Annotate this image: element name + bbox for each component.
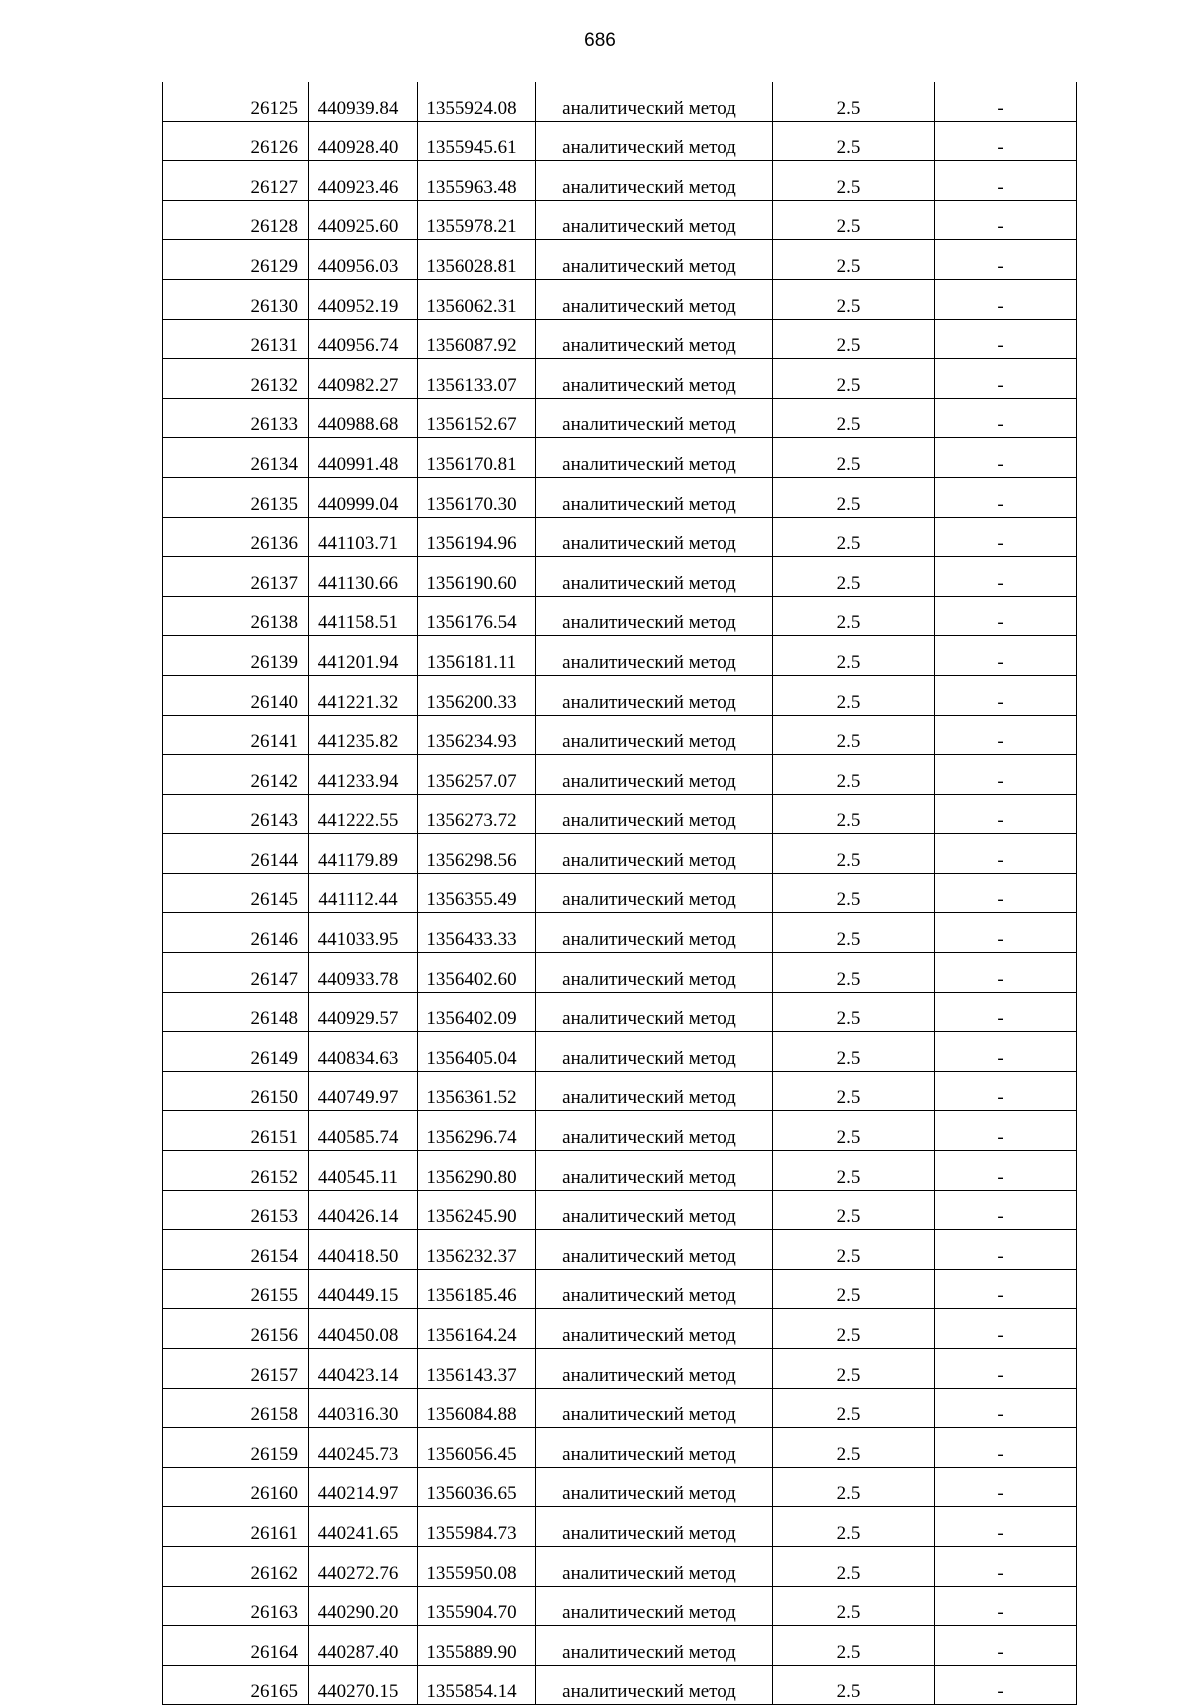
note-cell: - [935,557,1077,597]
method-cell: аналитический метод [536,675,773,715]
method-cell: аналитический метод [536,873,773,913]
x-coordinate-cell: 440270.15 [309,1665,418,1705]
note-cell: - [935,1507,1077,1547]
point-number-cell: 26144 [163,834,309,874]
y-coordinate-cell: 1356290.80 [418,1151,536,1191]
method-cell: аналитический метод [536,913,773,953]
x-coordinate-cell: 440272.76 [309,1546,418,1586]
accuracy-cell: 2.5 [773,517,935,557]
table-row [163,161,1077,201]
x-coordinate-cell: 441179.89 [309,834,418,874]
table-row [163,596,1077,636]
method-cell: аналитический метод [536,438,773,478]
accuracy-cell: 2.5 [773,1032,935,1072]
accuracy-cell: 2.5 [773,715,935,755]
y-coordinate-cell: 1356181.11 [418,636,536,676]
x-coordinate-cell: 441222.55 [309,794,418,834]
y-coordinate-cell: 1355924.08 [418,82,536,121]
accuracy-cell: 2.5 [773,1309,935,1349]
note-cell: - [935,319,1077,359]
point-number-cell: 26134 [163,438,309,478]
y-coordinate-cell: 1356170.30 [418,477,536,517]
accuracy-cell: 2.5 [773,675,935,715]
method-cell: аналитический метод [536,1190,773,1230]
accuracy-cell: 2.5 [773,1190,935,1230]
accuracy-cell: 2.5 [773,992,935,1032]
point-number-cell: 26143 [163,794,309,834]
x-coordinate-cell: 440956.74 [309,319,418,359]
point-number-cell: 26135 [163,477,309,517]
accuracy-cell: 2.5 [773,794,935,834]
x-coordinate-cell: 440418.50 [309,1230,418,1270]
method-cell: аналитический метод [536,1032,773,1072]
table-row [163,557,1077,597]
note-cell: - [935,1467,1077,1507]
table-row [163,1309,1077,1349]
accuracy-cell: 2.5 [773,1269,935,1309]
note-cell: - [935,121,1077,161]
y-coordinate-cell: 1356036.65 [418,1467,536,1507]
y-coordinate-cell: 1356245.90 [418,1190,536,1230]
y-coordinate-cell: 1356056.45 [418,1428,536,1468]
accuracy-cell: 2.5 [773,755,935,795]
table-row [163,873,1077,913]
y-coordinate-cell: 1355889.90 [418,1626,536,1666]
y-coordinate-cell: 1356087.92 [418,319,536,359]
coordinates-table [162,82,1077,1705]
x-coordinate-cell: 441103.71 [309,517,418,557]
note-cell: - [935,477,1077,517]
method-cell: аналитический метод [536,1230,773,1270]
y-coordinate-cell: 1356152.67 [418,398,536,438]
y-coordinate-cell: 1356143.37 [418,1349,536,1389]
point-number-cell: 26149 [163,1032,309,1072]
method-cell: аналитический метод [536,557,773,597]
point-number-cell: 26158 [163,1388,309,1428]
method-cell: аналитический метод [536,1269,773,1309]
accuracy-cell: 2.5 [773,82,935,121]
method-cell: аналитический метод [536,398,773,438]
method-cell: аналитический метод [536,1546,773,1586]
table-row [163,1269,1077,1309]
note-cell: - [935,834,1077,874]
y-coordinate-cell: 1355963.48 [418,161,536,201]
table-row [163,1071,1077,1111]
accuracy-cell: 2.5 [773,398,935,438]
accuracy-cell: 2.5 [773,1546,935,1586]
table-row [163,794,1077,834]
accuracy-cell: 2.5 [773,1151,935,1191]
x-coordinate-cell: 440933.78 [309,953,418,993]
x-coordinate-cell: 440834.63 [309,1032,418,1072]
table-row [163,1507,1077,1547]
accuracy-cell: 2.5 [773,1071,935,1111]
point-number-cell: 26133 [163,398,309,438]
table-row [163,755,1077,795]
point-number-cell: 26148 [163,992,309,1032]
x-coordinate-cell: 441130.66 [309,557,418,597]
method-cell: аналитический метод [536,517,773,557]
note-cell: - [935,913,1077,953]
method-cell: аналитический метод [536,240,773,280]
y-coordinate-cell: 1356361.52 [418,1071,536,1111]
accuracy-cell: 2.5 [773,873,935,913]
method-cell: аналитический метод [536,636,773,676]
x-coordinate-cell: 440214.97 [309,1467,418,1507]
accuracy-cell: 2.5 [773,913,935,953]
point-number-cell: 26128 [163,200,309,240]
point-number-cell: 26127 [163,161,309,201]
accuracy-cell: 2.5 [773,596,935,636]
table-row [163,1032,1077,1072]
point-number-cell: 26147 [163,953,309,993]
note-cell: - [935,1586,1077,1626]
x-coordinate-cell: 440928.40 [309,121,418,161]
note-cell: - [935,1032,1077,1072]
point-number-cell: 26141 [163,715,309,755]
point-number-cell: 26136 [163,517,309,557]
method-cell: аналитический метод [536,953,773,993]
point-number-cell: 26137 [163,557,309,597]
table-row [163,121,1077,161]
method-cell: аналитический метод [536,1388,773,1428]
y-coordinate-cell: 1356164.24 [418,1309,536,1349]
method-cell: аналитический метод [536,121,773,161]
note-cell: - [935,240,1077,280]
x-coordinate-cell: 440450.08 [309,1309,418,1349]
method-cell: аналитический метод [536,1071,773,1111]
page-number: 686 [584,30,616,51]
x-coordinate-cell: 440290.20 [309,1586,418,1626]
y-coordinate-cell: 1356194.96 [418,517,536,557]
point-number-cell: 26138 [163,596,309,636]
y-coordinate-cell: 1356355.49 [418,873,536,913]
table-row [163,1428,1077,1468]
table-row [163,1151,1077,1191]
method-cell: аналитический метод [536,1467,773,1507]
method-cell: аналитический метод [536,794,773,834]
method-cell: аналитический метод [536,161,773,201]
accuracy-cell: 2.5 [773,1349,935,1389]
y-coordinate-cell: 1356084.88 [418,1388,536,1428]
y-coordinate-cell: 1356200.33 [418,675,536,715]
accuracy-cell: 2.5 [773,1665,935,1705]
table-row [163,1586,1077,1626]
y-coordinate-cell: 1356062.31 [418,279,536,319]
point-number-cell: 26152 [163,1151,309,1191]
point-number-cell: 26156 [163,1309,309,1349]
accuracy-cell: 2.5 [773,438,935,478]
y-coordinate-cell: 1356190.60 [418,557,536,597]
note-cell: - [935,1665,1077,1705]
point-number-cell: 26151 [163,1111,309,1151]
x-coordinate-cell: 441233.94 [309,755,418,795]
accuracy-cell: 2.5 [773,279,935,319]
accuracy-cell: 2.5 [773,240,935,280]
point-number-cell: 26130 [163,279,309,319]
y-coordinate-cell: 1355854.14 [418,1665,536,1705]
x-coordinate-cell: 440426.14 [309,1190,418,1230]
point-number-cell: 26125 [163,82,309,121]
note-cell: - [935,1190,1077,1230]
point-number-cell: 26139 [163,636,309,676]
x-coordinate-cell: 440988.68 [309,398,418,438]
x-coordinate-cell: 440245.73 [309,1428,418,1468]
point-number-cell: 26145 [163,873,309,913]
x-coordinate-cell: 440952.19 [309,279,418,319]
x-coordinate-cell: 440241.65 [309,1507,418,1547]
y-coordinate-cell: 1356170.81 [418,438,536,478]
y-coordinate-cell: 1355950.08 [418,1546,536,1586]
note-cell: - [935,715,1077,755]
method-cell: аналитический метод [536,1507,773,1547]
point-number-cell: 26150 [163,1071,309,1111]
x-coordinate-cell: 440316.30 [309,1388,418,1428]
y-coordinate-cell: 1355984.73 [418,1507,536,1547]
method-cell: аналитический метод [536,200,773,240]
table-row [163,517,1077,557]
x-coordinate-cell: 440991.48 [309,438,418,478]
y-coordinate-cell: 1356185.46 [418,1269,536,1309]
accuracy-cell: 2.5 [773,636,935,676]
table-row [163,992,1077,1032]
y-coordinate-cell: 1355978.21 [418,200,536,240]
table-row [163,1665,1077,1705]
method-cell: аналитический метод [536,1586,773,1626]
table-row [163,1111,1077,1151]
table-row [163,1467,1077,1507]
method-cell: аналитический метод [536,834,773,874]
accuracy-cell: 2.5 [773,319,935,359]
table-row [163,1626,1077,1666]
point-number-cell: 26154 [163,1230,309,1270]
point-number-cell: 26157 [163,1349,309,1389]
note-cell: - [935,1230,1077,1270]
table-row [163,359,1077,399]
point-number-cell: 26146 [163,913,309,953]
method-cell: аналитический метод [536,596,773,636]
note-cell: - [935,755,1077,795]
table-row [163,715,1077,755]
y-coordinate-cell: 1356402.60 [418,953,536,993]
y-coordinate-cell: 1356296.74 [418,1111,536,1151]
x-coordinate-cell: 441158.51 [309,596,418,636]
point-number-cell: 26155 [163,1269,309,1309]
x-coordinate-cell: 441112.44 [309,873,418,913]
note-cell: - [935,82,1077,121]
table-row [163,913,1077,953]
table-row [163,834,1077,874]
table-row [163,82,1077,121]
method-cell: аналитический метод [536,1111,773,1151]
y-coordinate-cell: 1356298.56 [418,834,536,874]
note-cell: - [935,675,1077,715]
note-cell: - [935,398,1077,438]
table-row [163,1546,1077,1586]
note-cell: - [935,1151,1077,1191]
method-cell: аналитический метод [536,1151,773,1191]
note-cell: - [935,636,1077,676]
accuracy-cell: 2.5 [773,1428,935,1468]
x-coordinate-cell: 440982.27 [309,359,418,399]
x-coordinate-cell: 441235.82 [309,715,418,755]
method-cell: аналитический метод [536,992,773,1032]
note-cell: - [935,953,1077,993]
y-coordinate-cell: 1356257.07 [418,755,536,795]
point-number-cell: 26142 [163,755,309,795]
note-cell: - [935,359,1077,399]
method-cell: аналитический метод [536,1309,773,1349]
table-row [163,1388,1077,1428]
method-cell: аналитический метод [536,279,773,319]
point-number-cell: 26140 [163,675,309,715]
table-row [163,319,1077,359]
x-coordinate-cell: 440287.40 [309,1626,418,1666]
note-cell: - [935,1626,1077,1666]
note-cell: - [935,1388,1077,1428]
accuracy-cell: 2.5 [773,953,935,993]
note-cell: - [935,200,1077,240]
point-number-cell: 26159 [163,1428,309,1468]
point-number-cell: 26153 [163,1190,309,1230]
table-row [163,438,1077,478]
accuracy-cell: 2.5 [773,1111,935,1151]
note-cell: - [935,161,1077,201]
x-coordinate-cell: 440929.57 [309,992,418,1032]
accuracy-cell: 2.5 [773,1626,935,1666]
x-coordinate-cell: 440449.15 [309,1269,418,1309]
y-coordinate-cell: 1356232.37 [418,1230,536,1270]
method-cell: аналитический метод [536,82,773,121]
note-cell: - [935,1546,1077,1586]
table-row [163,1230,1077,1270]
accuracy-cell: 2.5 [773,1507,935,1547]
x-coordinate-cell: 441221.32 [309,675,418,715]
x-coordinate-cell: 441033.95 [309,913,418,953]
method-cell: аналитический метод [536,1665,773,1705]
note-cell: - [935,992,1077,1032]
x-coordinate-cell: 440585.74 [309,1111,418,1151]
y-coordinate-cell: 1356402.09 [418,992,536,1032]
method-cell: аналитический метод [536,359,773,399]
table-row [163,636,1077,676]
method-cell: аналитический метод [536,319,773,359]
note-cell: - [935,438,1077,478]
x-coordinate-cell: 440545.11 [309,1151,418,1191]
method-cell: аналитический метод [536,1428,773,1468]
table-row [163,1349,1077,1389]
accuracy-cell: 2.5 [773,477,935,517]
point-number-cell: 26129 [163,240,309,280]
y-coordinate-cell: 1356405.04 [418,1032,536,1072]
note-cell: - [935,279,1077,319]
y-coordinate-cell: 1356133.07 [418,359,536,399]
x-coordinate-cell: 441201.94 [309,636,418,676]
accuracy-cell: 2.5 [773,557,935,597]
x-coordinate-cell: 440749.97 [309,1071,418,1111]
table-row [163,1190,1077,1230]
point-number-cell: 26161 [163,1507,309,1547]
note-cell: - [935,517,1077,557]
table-row [163,398,1077,438]
note-cell: - [935,596,1077,636]
point-number-cell: 26165 [163,1665,309,1705]
y-coordinate-cell: 1356028.81 [418,240,536,280]
y-coordinate-cell: 1356176.54 [418,596,536,636]
method-cell: аналитический метод [536,477,773,517]
x-coordinate-cell: 440423.14 [309,1349,418,1389]
y-coordinate-cell: 1356433.33 [418,913,536,953]
x-coordinate-cell: 440999.04 [309,477,418,517]
coordinates-table-body [163,82,1077,1705]
note-cell: - [935,1269,1077,1309]
point-number-cell: 26162 [163,1546,309,1586]
accuracy-cell: 2.5 [773,1586,935,1626]
accuracy-cell: 2.5 [773,834,935,874]
x-coordinate-cell: 440923.46 [309,161,418,201]
y-coordinate-cell: 1355945.61 [418,121,536,161]
accuracy-cell: 2.5 [773,1388,935,1428]
y-coordinate-cell: 1356273.72 [418,794,536,834]
y-coordinate-cell: 1356234.93 [418,715,536,755]
point-number-cell: 26163 [163,1586,309,1626]
accuracy-cell: 2.5 [773,121,935,161]
method-cell: аналитический метод [536,1349,773,1389]
point-number-cell: 26131 [163,319,309,359]
y-coordinate-cell: 1355904.70 [418,1586,536,1626]
method-cell: аналитический метод [536,715,773,755]
x-coordinate-cell: 440939.84 [309,82,418,121]
table-row [163,675,1077,715]
point-number-cell: 26160 [163,1467,309,1507]
table-row [163,240,1077,280]
method-cell: аналитический метод [536,1626,773,1666]
table-row [163,279,1077,319]
point-number-cell: 26132 [163,359,309,399]
point-number-cell: 26126 [163,121,309,161]
note-cell: - [935,794,1077,834]
note-cell: - [935,1111,1077,1151]
table-row [163,953,1077,993]
x-coordinate-cell: 440925.60 [309,200,418,240]
method-cell: аналитический метод [536,755,773,795]
accuracy-cell: 2.5 [773,1230,935,1270]
accuracy-cell: 2.5 [773,1467,935,1507]
accuracy-cell: 2.5 [773,359,935,399]
point-number-cell: 26164 [163,1626,309,1666]
accuracy-cell: 2.5 [773,161,935,201]
note-cell: - [935,1428,1077,1468]
note-cell: - [935,1349,1077,1389]
note-cell: - [935,873,1077,913]
accuracy-cell: 2.5 [773,200,935,240]
x-coordinate-cell: 440956.03 [309,240,418,280]
note-cell: - [935,1071,1077,1111]
table-row [163,200,1077,240]
note-cell: - [935,1309,1077,1349]
table-row [163,477,1077,517]
